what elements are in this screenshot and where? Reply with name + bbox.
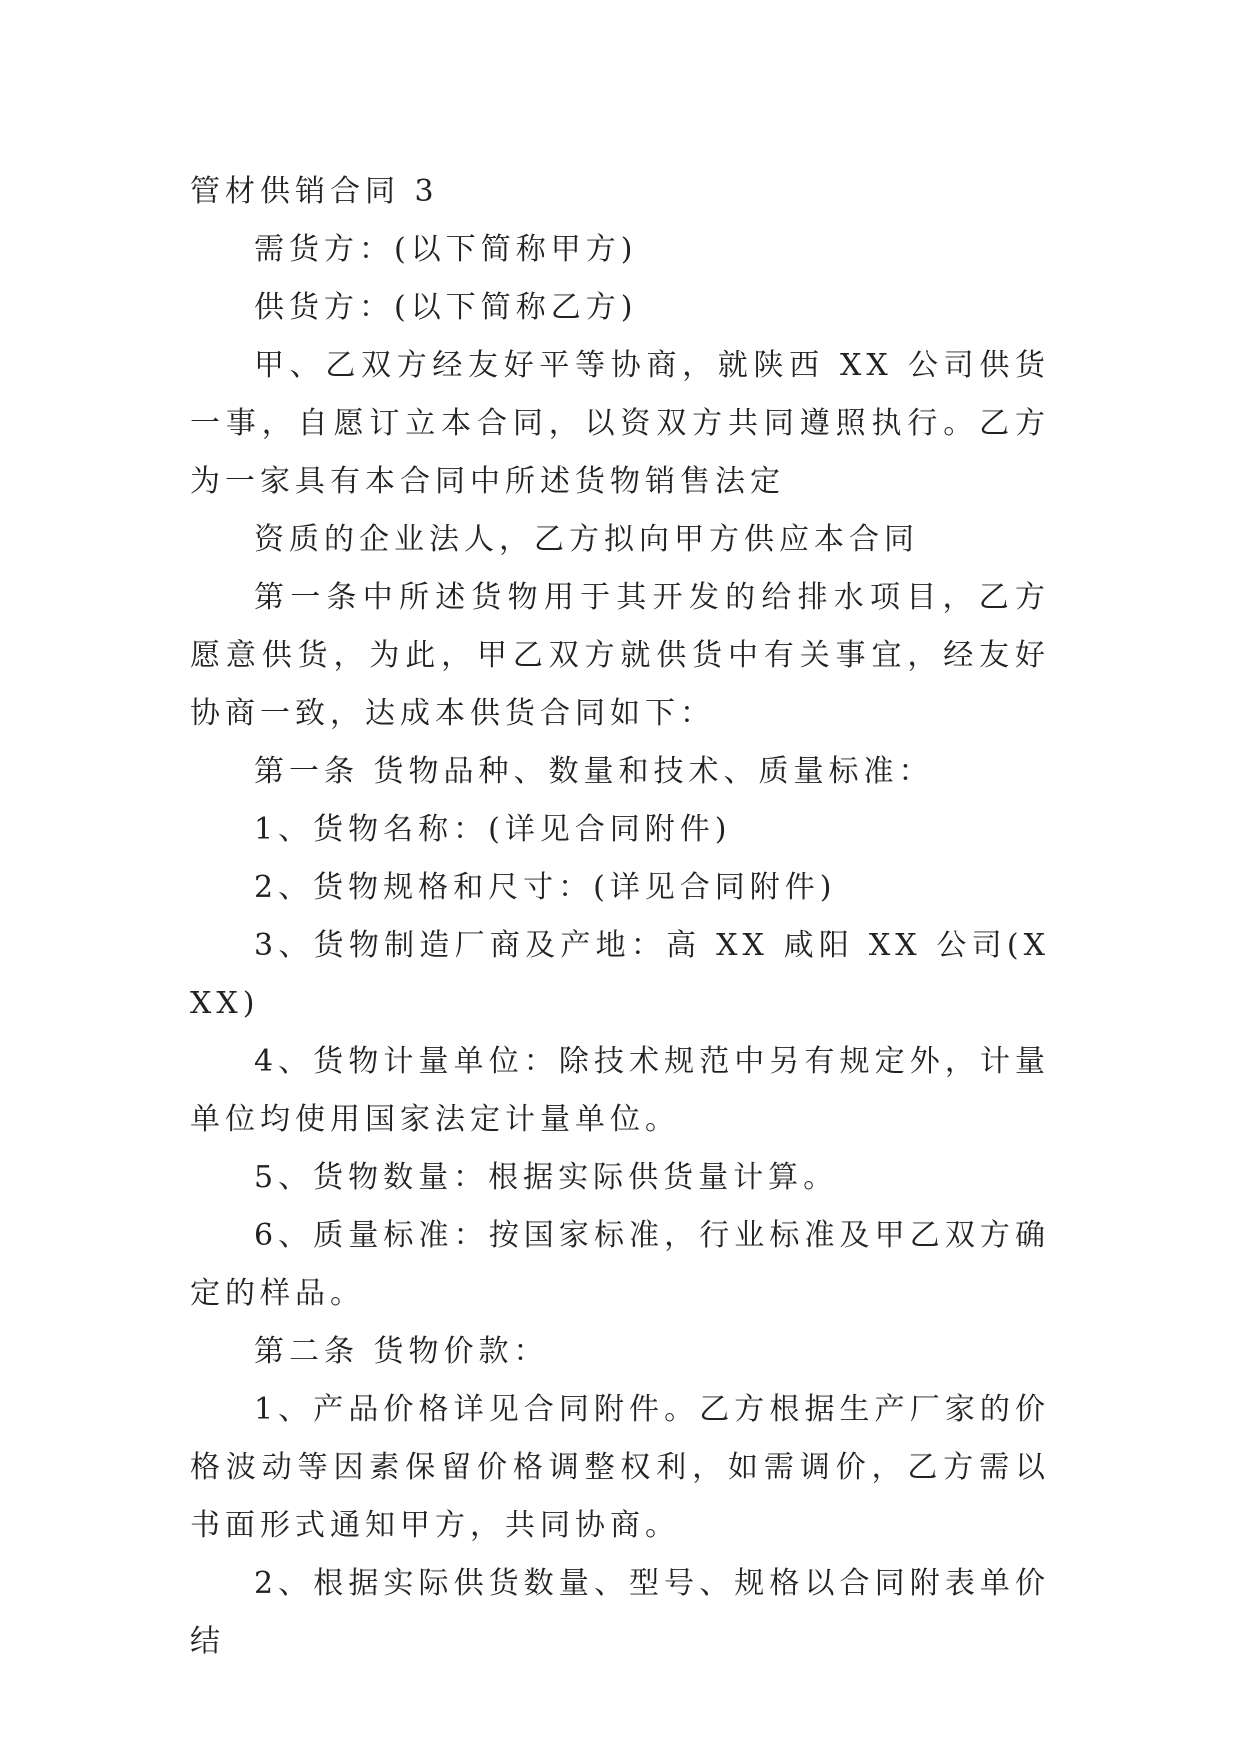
article-1-item-4: 4、货物计量单位：除技术规范中另有规定外，计量单位均使用国家法定计量单位。	[190, 1044, 1050, 1137]
paragraph-buyer: 需货方：(以下简称甲方)	[254, 232, 638, 267]
document-title: 管材供销合同 3	[190, 174, 439, 209]
paragraph-qualification: 资质的企业法人，乙方拟向甲方供应本合同	[254, 522, 919, 557]
paragraph-supplier: 供货方：(以下简称乙方)	[254, 290, 638, 325]
article-1-item-6: 6、质量标准：按国家标准，行业标准及甲乙双方确定的样品。	[190, 1218, 1050, 1311]
article-2-heading: 第二条 货物价款：	[254, 1334, 549, 1369]
article-1-item-5: 5、货物数量：根据实际供货量计算。	[254, 1160, 839, 1195]
article-1-heading: 第一条 货物品种、数量和技术、质量标准：	[254, 754, 934, 789]
document-body	[190, 163, 1050, 1671]
article-1-item-2: 2、货物规格和尺寸：(详见合同附件)	[254, 870, 837, 905]
article-2-item-1: 1、产品价格详见合同附件。乙方根据生产厂家的价格波动等因素保留价格调整权利，如需调价，乙方需以书面形式通知甲方，共同协商。	[190, 1392, 1050, 1543]
paragraph-preamble: 甲、乙双方经友好平等协商，就陕西 XX 公司供货一事，自愿订立本合同，以资双方共同遵照执行。乙方为一家具有本合同中所述货物销售法定	[190, 348, 1050, 499]
article-2-item-2: 2、根据实际供货数量、型号、规格以合同附表单价结	[190, 1566, 1050, 1659]
article-1-item-3: 3、货物制造厂商及产地：高 XX 咸阳 XX 公司(XXX)	[190, 928, 1050, 1021]
paragraph-purpose: 第一条中所述货物用于其开发的给排水项目，乙方愿意供货，为此，甲乙双方就供货中有关事宜，经友好协商一致，达成本供货合同如下：	[190, 580, 1050, 731]
article-1-item-1: 1、货物名称：(详见合同附件)	[254, 812, 732, 847]
